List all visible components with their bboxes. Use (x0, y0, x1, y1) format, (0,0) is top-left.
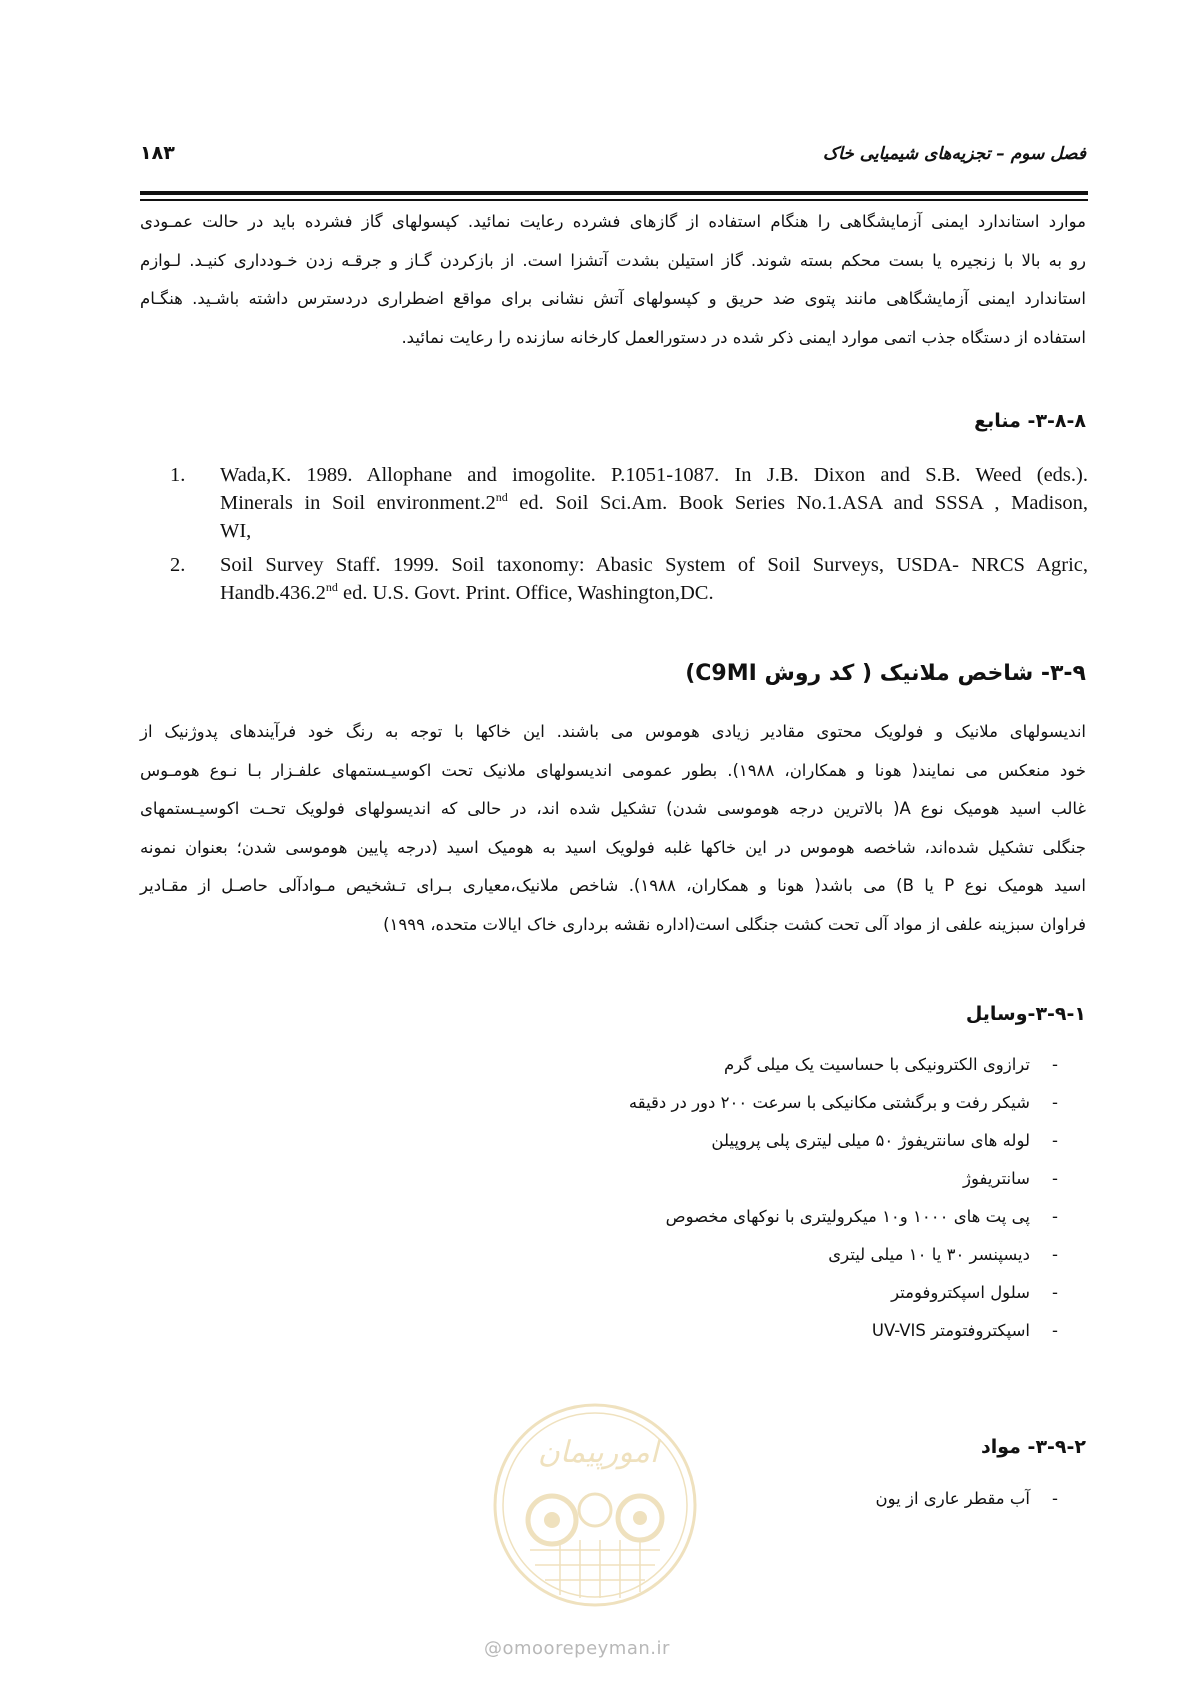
references-heading: ۳-۸-۸- منابع (974, 410, 1086, 432)
list-item: - پی پت های ۱۰۰۰ و۱۰ میکرولیتری با نوکهای مخصوص (665, 1207, 1058, 1226)
list-item: - سلول اسپکتروفومتر (891, 1283, 1058, 1302)
reference-line: Soil Survey Staff. 1999. Soil taxonomy: Abasic System of Soil Surveys, USDA- NRCS Agric, (220, 554, 1088, 576)
list-item: - دیسپنسر ۳۰ یا ۱۰ میلی لیتری (828, 1245, 1058, 1264)
paragraph-line: استفاده از دستگاه جذب اتمی موارد ایمنی ذکر شده در دستورالعمل کارخانه سازنده را رعایت نمائید. (401, 327, 1086, 347)
list-item: - سانتریفوژ (963, 1169, 1058, 1188)
melanic-paragraph (140, 713, 1086, 944)
paragraph-line: خود منعکس می نمایند( هونا و همکاران، ۱۹۸۸). بطور عمومی اندیسولهای ملانیک تحت اکوسیـستمهای علفـزار بـا نـوع هومـوس (140, 760, 1086, 780)
equipment-heading: ۳-۹-۱-وسایل (965, 1003, 1086, 1025)
header-rule-thin (140, 199, 1088, 201)
watermark-url: @omoorepeyman.ir (484, 1638, 670, 1659)
paragraph-line: غالب اسید هومیک نوع A( بالاترین درجه هوموسی شدن) تشکیل شده اند، در حالی که اندیسولهای فولویک تحـت اکوسیـستمهای (140, 799, 1086, 818)
paragraph-line: استاندارد ایمنی آزمایشگاهی مانند پتوی ضد حریق و کپسولهای آتش نشانی برای مواقع اضطراری دردسترس داشته باشـید. هنگـام (140, 289, 1086, 308)
reference-number: 1. (170, 464, 186, 486)
paragraph-line: جنگلی تشکیل شده‌اند، شاخصه هوموس در این خاکها غلبه فولویک اسید به هومیک اسید (درجه پایین هوموسی شدن؛ بعنوان نمونه (140, 837, 1086, 857)
paragraph-line: اسید هومیک نوع P یا B) می باشد( هونا و همکاران، ۱۹۸۸). شاخص ملانیک،معیاری بـرای تـشخیص مـوادآلی حاصـل از مقـادیر (140, 876, 1086, 895)
materials-list (876, 1480, 1058, 1518)
list-item: - لوله های سانتریفوژ ۵۰ میلی لیتری پلی پروپیلن (711, 1131, 1058, 1150)
list-item: - ترازوی الکترونیکی با حساسیت یک میلی گرم (724, 1055, 1058, 1074)
reference-item (170, 551, 1088, 607)
list-item: - اسپکتروفتومتر UV-VIS (871, 1321, 1058, 1340)
section-heading: ۳-۹- شاخص ملانیک ( کد روش C9MI) (685, 661, 1086, 686)
paragraph-line: موارد استاندارد ایمنی آزمایشگاهی را هنگام استفاده از گازهای فشرده رعایت نمائید. کپسولهای گاز فشرده باید در حالت عمـودی (140, 212, 1086, 231)
reference-line: WI, (220, 520, 252, 542)
watermark-logo-text: امورپیمان (537, 1435, 659, 1470)
reference-line: Wada,K. 1989. Allophane and imogolite. P.1051-1087. In J.B. Dixon and S.B. Weed (eds.). (220, 464, 1088, 486)
header-rule-thick (140, 191, 1088, 195)
reference-item (170, 461, 1088, 545)
paragraph-line: رو به بالا با زنجیره یا بست محکم بسته شوند. گاز استیلن بشدت آتشزا است. از بازکردن گـاز و جرقـه زدن خـودداری کنیـد. لـوازم (140, 250, 1086, 270)
paragraph-line: اندیسولهای ملانیک و فولویک محتوی مقادیر زیادی هوموس می باشند. این خاکها با توجه به رنگ خود فرآیندهای پدوژنیک از (140, 722, 1086, 741)
references-list (170, 461, 1088, 613)
running-header-chapter: فصل سوم – تجزیه‌های شیمیایی خاک (822, 144, 1086, 164)
list-item: - آب مقطر عاری از یون (875, 1489, 1058, 1508)
list-item: - شیکر رفت و برگشتی مکانیکی با سرعت ۲۰۰ دور در دقیقه (628, 1093, 1058, 1112)
watermark-logo (490, 1400, 700, 1610)
reference-number: 2. (170, 554, 186, 576)
materials-heading: ۳-۹-۲- مواد (980, 1436, 1086, 1458)
equipment-list (629, 1046, 1058, 1350)
reference-line: Handb.436.2nd ed. U.S. Govt. Print. Office, Washington,DC. (220, 580, 714, 604)
page-number: ۱۸۳ (140, 142, 175, 164)
paragraph-line: فراوان سبزینه علفی از مواد آلی تحت کشت جنگلی است(اداره نقشه برداری خاک ایالات متحده، ۱۹۹۹) (383, 914, 1086, 934)
safety-paragraph (140, 203, 1086, 357)
reference-line: Minerals in Soil environment.2nd ed. Soil Sci.Am. Book Series No.1.ASA and SSSA , Madison, (220, 490, 1088, 514)
